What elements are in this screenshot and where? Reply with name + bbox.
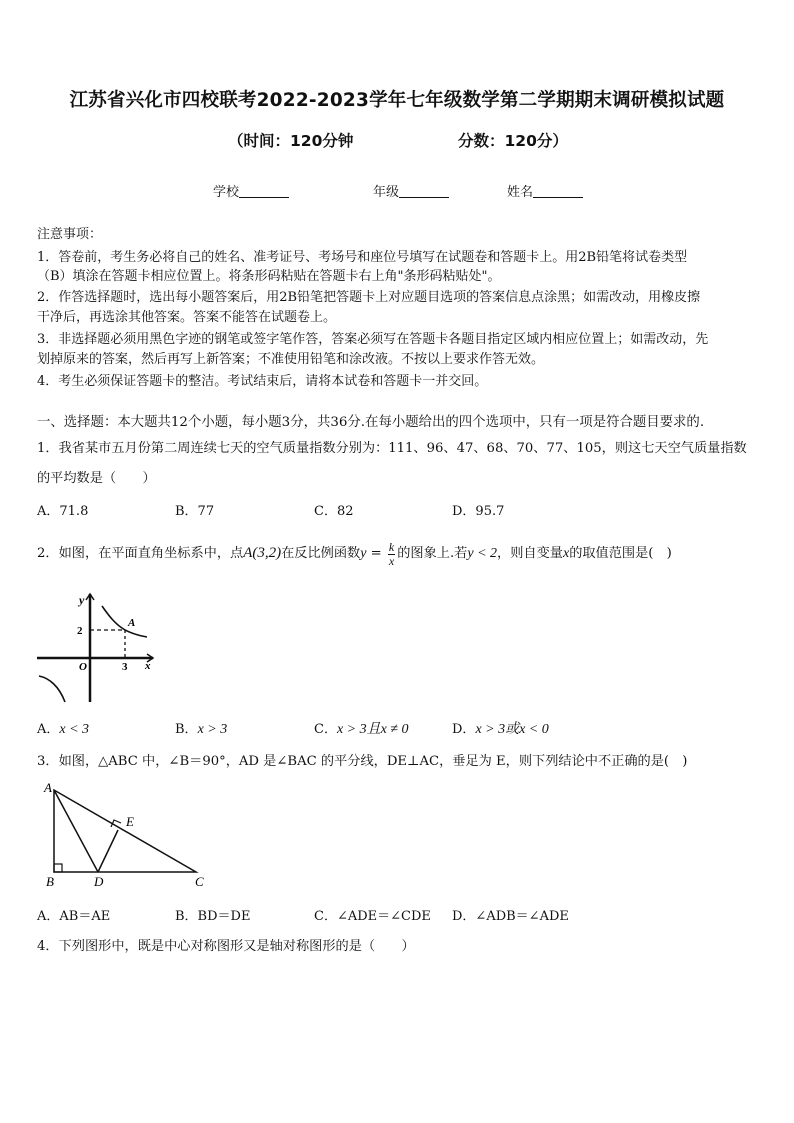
grade-field [373, 181, 449, 200]
q1-option-a: A．71.8 [37, 504, 89, 519]
q2-option-b-text: x > 3 [197, 722, 228, 737]
q2-option-a-text: x < 3 [59, 722, 90, 737]
q2-eq: = [366, 546, 386, 561]
notes-line: 干净后，再选涂其他答案。答案不能答在试题卷上。 [37, 310, 337, 325]
q2-label-x: x [145, 660, 151, 672]
q2-option-a-letter: A． [37, 722, 60, 737]
q2-text-post2: 的取值范围是( ) [569, 546, 672, 561]
q2-graph-figure [35, 590, 165, 705]
exam-time: （时间：120分钟 [228, 132, 354, 150]
q2-option-d-text: x > 3或x < 0 [475, 722, 549, 737]
q2-label-a: A [128, 617, 136, 629]
q2-text-mid2: 的图象上.若 [397, 546, 468, 561]
q3-label-e: E [126, 814, 134, 829]
q2-condition: y < 2 [467, 546, 498, 561]
notes-line: 4．考生必须保证答题卡的整洁。考试结束后，请将本试卷和答题卡一并交回。 [37, 374, 488, 389]
q2-text-post: ，则自变量 [497, 546, 563, 561]
grade-label: 年级 [373, 185, 400, 200]
q2-option-b [175, 718, 227, 738]
q2-label-2: 2 [77, 625, 83, 637]
q3-option-d: D．∠ADB＝∠ADE [452, 909, 569, 924]
notes-line: 划掉原来的答案，然后再写上新答案；不准使用铅笔和涂改液。不按以上要求作答无效。 [37, 352, 545, 367]
school-field [213, 181, 289, 200]
q3-option-a: A．AB＝AE [37, 909, 111, 924]
school-label: 学校 [213, 185, 240, 200]
q2-label-o: O [79, 661, 87, 673]
q2-option-d [452, 718, 549, 738]
q2-label-y: y [79, 593, 85, 607]
q3-triangle-figure [38, 780, 213, 890]
q2-frac-den: x [388, 553, 395, 568]
name-blank [533, 184, 583, 198]
notes-line: 1．答卷前，考生务必将自己的姓名、准考证号、考场号和座位号填写在试题卷和答题卡上。用2B铅笔将试卷类型 [37, 250, 688, 265]
q2-label-3: 3 [122, 661, 128, 673]
q2-text-pre: 2．如图，在平面直角坐标系中，点 [37, 546, 244, 561]
q2-curve-lower [39, 676, 65, 702]
notes-line: 3．非选择题必须用黑色字迹的钢笔或签字笔作答，答案必须写在答题卡各题目指定区域内相应位置上；如需改动，先 [37, 332, 709, 347]
name-label: 姓名 [507, 185, 534, 200]
q1-option-b: B．77 [175, 504, 215, 519]
q3-label-d: D [94, 874, 104, 889]
exam-title: 江苏省兴化市四校联考2022-2023学年七年级数学第二学期期末调研模拟试题 [69, 90, 725, 111]
q1-option-c: C．82 [314, 504, 354, 519]
q2-option-c-text: x > 3且x ≠ 0 [336, 722, 409, 737]
name-field [507, 181, 583, 200]
q2-func-y: y [360, 546, 367, 561]
q3-label-a: A [44, 780, 52, 795]
q1-option-d: D．95.7 [452, 504, 505, 519]
notes-heading: 注意事项： [37, 227, 103, 242]
q1-text-line1: 1．我省某市五月份第二周连续七天的空气质量指数分别为：111、96、47、68、70、77、105，则这七天空气质量指数 [37, 441, 747, 456]
q2-var: x [562, 546, 570, 561]
q2-option-b-letter: B． [175, 722, 198, 737]
q1-text-line2: 的平均数是（ ） [37, 471, 156, 486]
school-blank [239, 184, 289, 198]
q2-text [37, 538, 672, 569]
q2-frac-num: k [388, 539, 395, 554]
section-heading: 一、选择题：本大题共12个小题，每小题3分，共36分.在每小题给出的四个选项中，只有一项是符合题目要求的. [37, 415, 705, 430]
q2-option-d-letter: D． [452, 722, 476, 737]
exam-score: 分数：120分） [458, 132, 568, 150]
q2-option-c [314, 718, 409, 738]
q3-right-angle-b [54, 864, 62, 872]
q2-fraction [388, 541, 395, 567]
q2-option-a [37, 718, 89, 738]
q4-text: 4．下列图形中，既是中心对称图形又是轴对称图形的是（ ） [37, 939, 415, 954]
q3-text: 3．如图，△ABC 中，∠B＝90°，AD 是∠BAC 的平分线，DE⊥AC，垂足为 E，则下列结论中不正确的是( ) [37, 754, 688, 769]
notes-line: 2．作答选择题时，选出每小题答案后，用2B铅笔把答题卡上对应题目选项的答案信息点涂黑；如需改动，用橡皮擦 [37, 290, 701, 305]
q2-point: A(3,2) [243, 545, 282, 561]
q3-segment-de [98, 830, 118, 872]
grade-blank [399, 184, 449, 198]
q3-option-c: C．∠ADE＝∠CDE [314, 909, 431, 924]
notes-line: （B）填涂在答题卡相应位置上。将条形码粘贴在答题卡右上角"条形码粘贴处"。 [37, 269, 501, 284]
q3-option-b: B．BD＝DE [175, 909, 251, 924]
q3-label-b: B [46, 874, 54, 889]
q2-option-c-letter: C． [314, 722, 337, 737]
q3-label-c: C [195, 874, 204, 889]
q2-text-mid: 在反比例函数 [281, 546, 361, 561]
